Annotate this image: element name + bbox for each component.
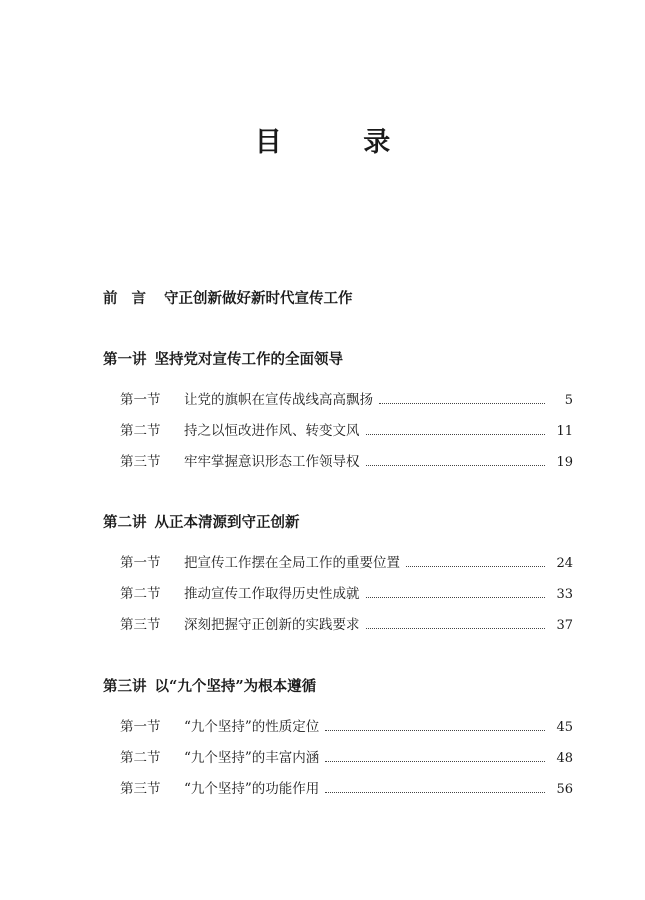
section-title: 持之以恒改进作风、转变文风: [184, 423, 360, 439]
page-number: 56: [556, 782, 573, 797]
section-label: 第一节: [120, 719, 161, 735]
section-label: 第二节: [120, 423, 161, 439]
chapter-2: [103, 512, 573, 645]
page-number: 48: [556, 751, 573, 766]
dot-leader: [366, 465, 546, 466]
toc-row[interactable]: [103, 583, 573, 614]
chapter-number: 第二讲: [103, 514, 147, 531]
dot-leader: [366, 434, 546, 435]
chapter-number: 第三讲: [103, 678, 147, 695]
toc-row[interactable]: [103, 614, 573, 645]
toc-row[interactable]: [103, 747, 573, 778]
preface-label: 前言: [103, 290, 160, 307]
dot-leader: [379, 403, 545, 404]
chapter-number: 第一讲: [103, 351, 147, 368]
section-title: 让党的旗帜在宣传战线高高飘扬: [184, 392, 373, 408]
page-title: 目 录: [254, 127, 427, 158]
dot-leader: [325, 730, 545, 731]
dot-leader: [366, 597, 546, 598]
preface-entry[interactable]: [103, 287, 353, 308]
dot-leader: [366, 628, 546, 629]
section-label: 第一节: [120, 555, 161, 571]
chapter-heading[interactable]: [103, 512, 573, 534]
section-label: 第一节: [120, 392, 161, 408]
chapter-3: [103, 676, 573, 809]
toc-row[interactable]: [103, 716, 573, 747]
page-number: 5: [564, 393, 573, 408]
page-number: 33: [556, 587, 573, 602]
toc-row[interactable]: [103, 451, 573, 482]
page-number: 37: [556, 618, 573, 633]
chapter-title: 以“九个坚持”为根本遵循: [154, 678, 317, 695]
section-title: 推动宣传工作取得历史性成就: [184, 586, 360, 602]
chapter-heading[interactable]: [103, 676, 573, 698]
section-title: 把宣传工作摆在全局工作的重要位置: [184, 555, 400, 571]
toc-row[interactable]: [103, 389, 573, 420]
section-title: “九个坚持”的丰富内涵: [184, 750, 320, 766]
page-number: 11: [556, 424, 573, 439]
page-number: 24: [556, 556, 573, 571]
section-label: 第三节: [120, 454, 161, 470]
chapter-1: [103, 349, 573, 482]
section-label: 第三节: [120, 781, 161, 797]
toc-row[interactable]: [103, 552, 573, 583]
page-number: 19: [556, 455, 573, 470]
section-title: “九个坚持”的功能作用: [184, 781, 320, 797]
dot-leader: [325, 792, 545, 793]
section-title: 深刻把握守正创新的实践要求: [184, 617, 360, 633]
section-label: 第二节: [120, 586, 161, 602]
toc-row[interactable]: [103, 778, 573, 809]
section-title: 牢牢掌握意识形态工作领导权: [184, 454, 360, 470]
preface-title: 守正创新做好新时代宣传工作: [164, 290, 353, 307]
chapter-title: 坚持党对宣传工作的全面领导: [154, 351, 343, 368]
dot-leader: [406, 566, 545, 567]
dot-leader: [325, 761, 545, 762]
toc-row[interactable]: [103, 420, 573, 451]
section-label: 第二节: [120, 750, 161, 766]
section-title: “九个坚持”的性质定位: [184, 719, 320, 735]
section-label: 第三节: [120, 617, 161, 633]
page-number: 45: [556, 720, 573, 735]
chapter-title: 从正本清源到守正创新: [154, 514, 300, 531]
chapter-heading[interactable]: [103, 349, 573, 371]
